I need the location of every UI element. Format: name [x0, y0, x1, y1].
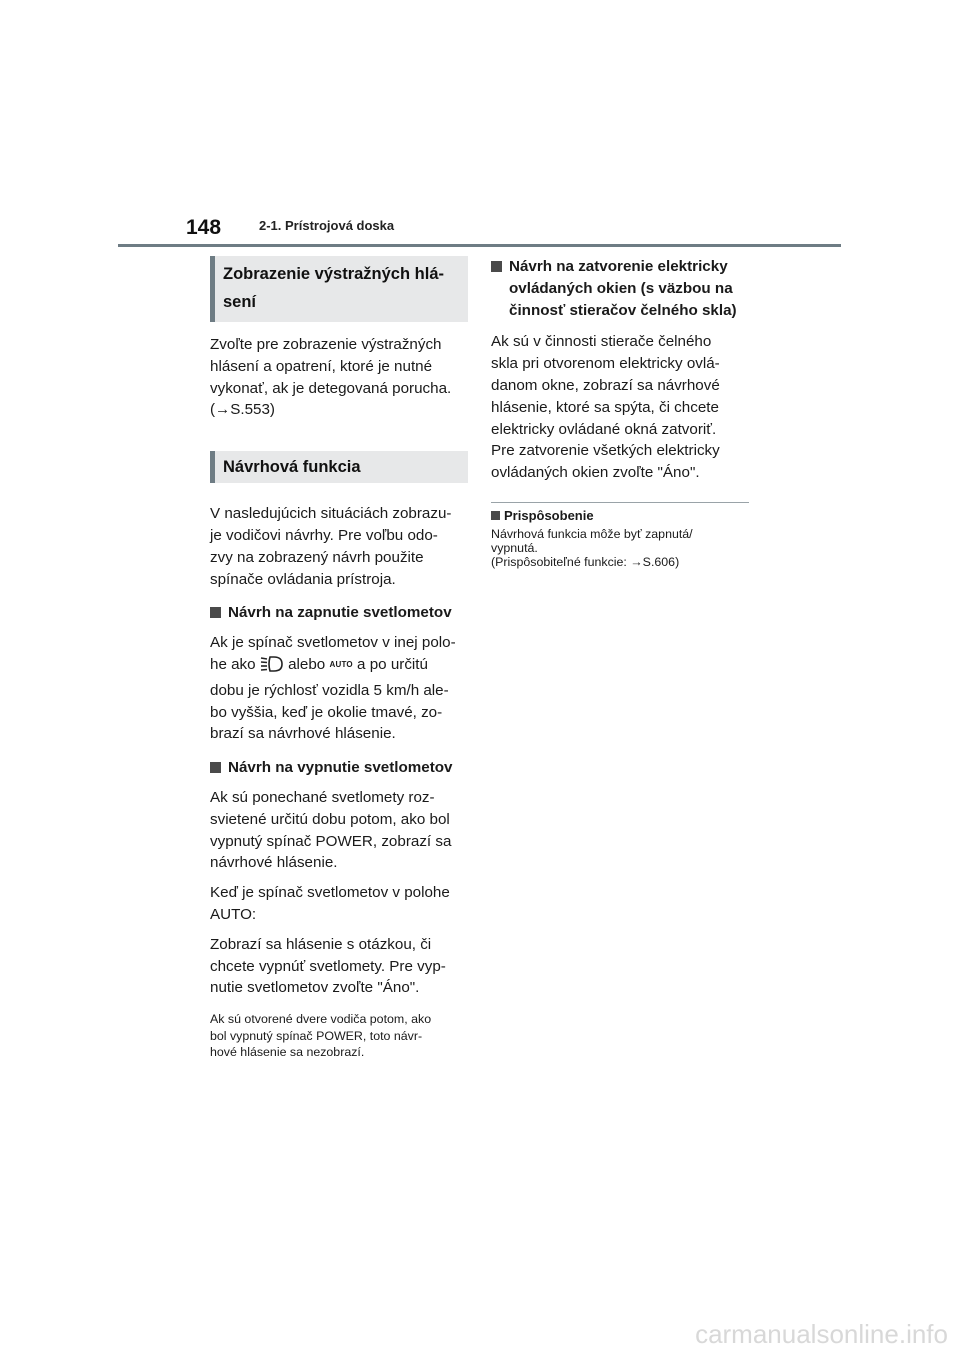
subheading-close-windows [491, 256, 749, 321]
watermark: carmanualsonline.info [695, 1319, 948, 1349]
text-line: vypnutá. [491, 540, 538, 555]
page-reference: (Prispôsobiteľné funkcie: →S.606) [491, 554, 680, 569]
text-fragment: alebo [288, 655, 326, 673]
paragraph-warning-intro [210, 334, 468, 421]
text-line: Návrhová funkcia môže byť zapnutá/ [491, 526, 693, 541]
text-line: Ak sú otvorené dvere vodiča potom, ako [210, 1012, 432, 1027]
subheading-customization [491, 507, 749, 525]
text-line: Ak sú v činnosti stierače čelného [491, 333, 712, 351]
text-line: Ak sú ponechané svetlomety roz- [210, 788, 435, 806]
text-line: Pre zatvorenie všetkých elektricky [491, 442, 720, 460]
heading-suggestion-function-text: Návrhová funkcia [223, 458, 361, 477]
page-reference: (→S.553) [210, 401, 275, 419]
square-bullet-icon [210, 607, 221, 618]
paragraph-auto-position [210, 882, 468, 926]
paragraph-headlights-on [210, 632, 468, 745]
text-line: Ak je spínač svetlometov v inej polo- [210, 634, 456, 652]
paragraph-customization [491, 527, 749, 569]
text-line: vypnutý spínač POWER, zobrazí sa [210, 832, 452, 850]
auto-icon: AUTO [329, 659, 353, 669]
heading-warning-messages-text: Zobrazenie výstražných hlá- sení [223, 265, 444, 311]
subheading-text: Návrh na vypnutie svetlometov [228, 759, 453, 777]
text-line: Návrh na zatvorenie elektricky [509, 258, 728, 275]
text-line: ovládaných okien zvoľte "Áno". [491, 464, 700, 482]
right-column [491, 256, 749, 569]
subheading-text [509, 256, 737, 321]
text-fragment: a po určitú [357, 655, 428, 673]
header-divider [118, 244, 841, 247]
subheading-headlights-off [210, 757, 468, 779]
text-line: vykonať, ak je detegovaná porucha. [210, 379, 452, 397]
text-line: Zobrazí sa hlásenie s otázkou, či [210, 935, 432, 953]
text-line: danom okne, zobrazí sa návrhové [491, 376, 720, 394]
text-line: dobu je rýchlosť vozidla 5 km/h ale- [210, 681, 449, 699]
text-line: spínače ovládania prístroja. [210, 570, 396, 588]
square-bullet-icon [491, 261, 502, 272]
text-line: ovládaných okien (s väzbou na [509, 279, 733, 297]
text-line: svietené určitú dobu potom, ako bol [210, 810, 450, 828]
paragraph-question-message [210, 934, 468, 999]
text-line: hové hlásenie sa nezobrazí. [210, 1045, 365, 1060]
left-column [210, 256, 468, 1061]
section-divider [491, 502, 749, 503]
text-line-with-icons [210, 654, 468, 680]
text-line: V nasledujúcich situáciách zobrazu- [210, 505, 452, 523]
text-line: nutie svetlometov zvoľte "Áno". [210, 979, 420, 997]
text-line: AUTO: [210, 905, 257, 923]
text-line: činnosť stieračov čelného skla) [509, 301, 737, 319]
subheading-headlights-on [210, 602, 468, 624]
text-line: Keď je spínač svetlometov v polohe [210, 884, 450, 902]
text-line: chcete vypnúť svetlomety. Pre vyp- [210, 957, 446, 975]
text-fragment: he ako [210, 655, 256, 673]
square-bullet-icon [491, 511, 500, 520]
text-line: návrhové hlásenie. [210, 854, 338, 872]
paragraph-close-windows [491, 331, 749, 484]
text-line: hlásenie, ktoré sa spýta, či chcete [491, 398, 719, 416]
text-line: bol vypnutý spínač POWER, toto návr- [210, 1028, 423, 1043]
paragraph-headlights-off [210, 787, 468, 874]
square-bullet-icon [210, 762, 221, 773]
headlight-icon [260, 655, 284, 680]
heading-warning-messages [210, 256, 468, 322]
text-line: je vodičovi návrhy. Pre voľbu odo- [210, 526, 438, 544]
subheading-text: Prispôsobenie [504, 507, 594, 523]
text-line: bo vyššia, keď je okolie tmavé, zo- [210, 703, 443, 721]
paragraph-suggestion-intro [210, 503, 468, 590]
text-line: Zvoľte pre zobrazenie výstražných [210, 336, 442, 353]
note-driver-door [210, 1011, 468, 1061]
section-title: 2-1. Prístrojová doska [259, 218, 395, 233]
text-line: skla pri otvorenom elektricky ovlá- [491, 355, 720, 373]
text-line: zvy na zobrazený návrh použite [210, 548, 424, 566]
text-line: elektricky ovládané okná zatvoriť. [491, 420, 717, 438]
subheading-text: Návrh na zapnutie svetlometov [228, 604, 452, 622]
page-number: 148 [186, 216, 222, 239]
text-line: hlásení a opatrení, ktoré je nutné [210, 357, 433, 375]
heading-suggestion-function [210, 451, 468, 483]
text-line: brazí sa návrhové hlásenie. [210, 725, 396, 743]
